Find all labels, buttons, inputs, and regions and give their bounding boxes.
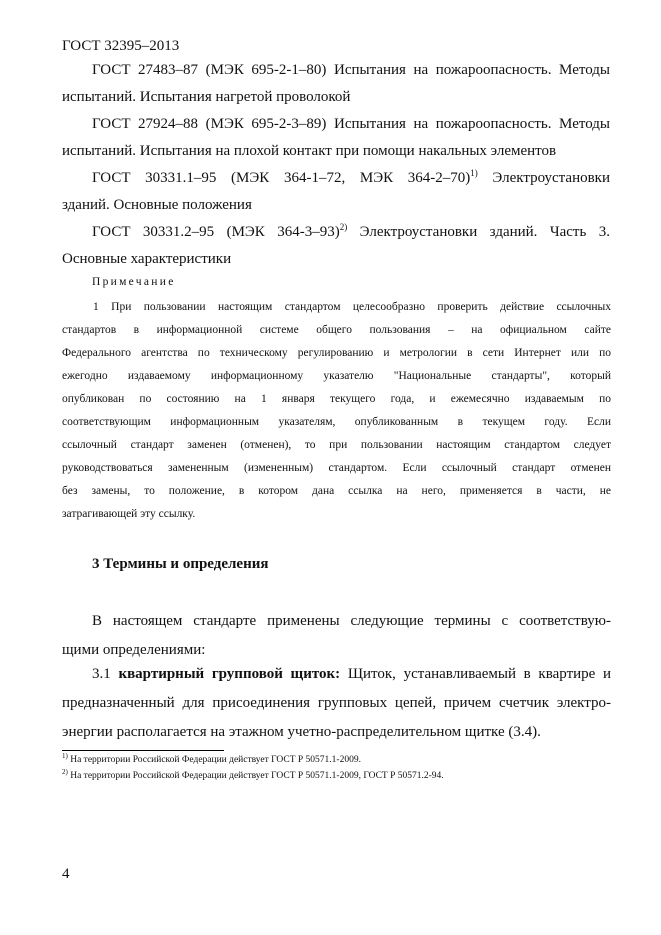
footnote-ref[interactable]: 1): [470, 168, 478, 178]
reference-item: ГОСТ 30331.1–95 (МЭК 364-1–72, МЭК 364-2–70)$^{1)}$ Электроустановки зданий. Основные положения: [62, 168, 610, 213]
document-header: ГОСТ 32395–2013: [62, 38, 180, 54]
footnote-ref[interactable]: 2): [339, 222, 348, 232]
term-definition: 3.1 квартирный групповой щиток: Щиток, устанавливаемый в квартире и предназначенный для присоединения групповых цепей, причем счетчик электро- энергии располагается на этажном учетно-распределительном щитке (3.4).: [62, 666, 612, 740]
footnote-1: $^{1)}$ На территории Российской Федерации действует ГОСТ Р 50571.1-2009.: [62, 752, 361, 765]
footnote-2: $^{2)}$ На территории Российской Федерации действует ГОСТ Р 50571.1-2009, ГОСТ Р 50571.2-94.: [62, 768, 444, 781]
reference-item: ГОСТ 27483–87 (МЭК 695-2-1–80) Испытания на пожароопасность. Методы испытаний. Испытания нагретой проволокой: [62, 62, 610, 105]
note-text: 1 При пользовании настоящим стандартом целесообразно проверить действие ссылочных стандартов в информационной системе общего пользования – на официальном сайте Федерального агентства по техническому регулированию и метрологии в сети Интернет или по ежегодно издаваемому информационному указателю "Национальные стандарты", который опубликован по состоянию на 1 января текущего года, и ежемесячно издаваемым по соответствующим информационным указателям, опубликованным в текущем году. Если ссылочный стандарт заменен (отменен), то при пользовании настоящим стандартом следует руководствоваться замененным (измененным) стандартом. Если ссылочный стандарт отменен без замены, то положение, в котором дана ссылка на него, применяется в части, не затрагивающей эту ссылку.: [62, 301, 611, 520]
section-intro: В настоящем стандарте применены следующие термины с соответствую- щими определениями:: [62, 613, 611, 658]
section-heading: 3 Термины и определения: [92, 556, 269, 572]
footnote-divider: [62, 750, 224, 751]
term-name: квартирный групповой щиток:: [118, 666, 341, 682]
page-number: 4: [62, 866, 70, 882]
note-label: Примечание: [92, 276, 176, 288]
reference-item: ГОСТ 30331.2–95 (МЭК 364-3–93)$^{2)}$ Электроустановки зданий. Часть 3. Основные характеристики: [62, 222, 610, 267]
term-number: 3.1: [92, 666, 111, 682]
reference-item: ГОСТ 27924–88 (МЭК 695-2-3–89) Испытания на пожароопасность. Методы испытаний. Испытания на плохой контакт при помощи накальных элементов: [62, 116, 610, 159]
